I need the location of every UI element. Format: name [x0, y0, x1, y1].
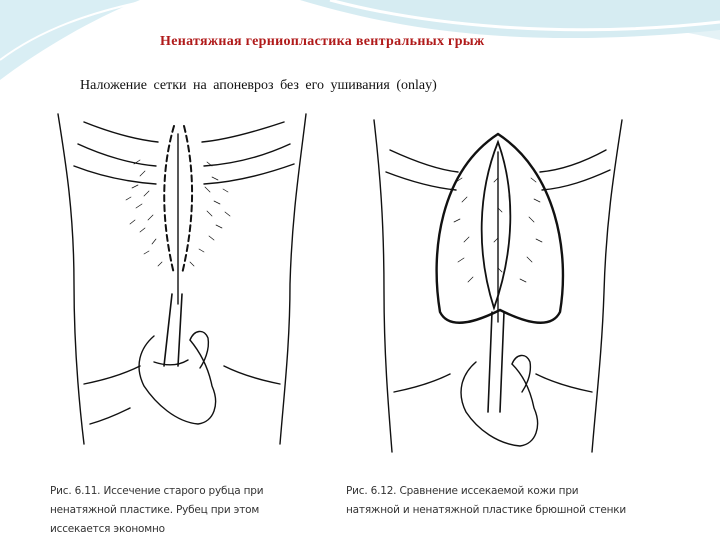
figure-caption: Рис. 6.12. Сравнение иссекаемой кожи при натяжной и ненатяжной пластике брюшной стенки [346, 485, 627, 516]
figure-caption: Рис. 6.11. Иссечение старого рубца при ненатяжной пластике. Рубец при этом иссекается экономно [50, 485, 264, 535]
slide-title: Ненатяжная герниопластика вентральных грыж [160, 34, 485, 49]
slide-subtitle: Наложение сетки на апоневроз без его ушивания (onlay) [80, 78, 437, 93]
figure-skin-comparison [330, 112, 630, 524]
figure-scar-excision [44, 104, 316, 535]
scar-excision-illustration [44, 104, 316, 484]
skin-comparison-illustration [330, 112, 630, 482]
